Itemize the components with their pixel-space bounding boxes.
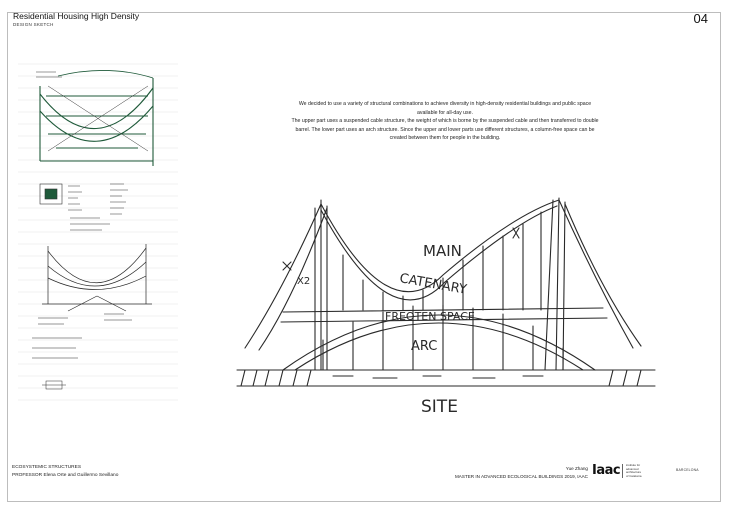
sketch-label-space: FREOTEN SPACE (385, 310, 475, 323)
sketch-label-site: SITE (421, 397, 458, 417)
page-number: 04 (693, 11, 708, 26)
logo-text-line-2: advanced (626, 466, 639, 471)
page-title: Residential Housing High Density (13, 11, 140, 21)
author-name: Yue Zhang (565, 466, 588, 471)
description-paragraph-2: The upper part uses a suspended cable structure, the weight of which is borne by the suspended cable and then transferred to double barrel. The lower part uses an arch structure. Since the upper and lower parts use different structures, a column-free space can be created between them for people in the building. (291, 118, 599, 142)
logo-text-line-3: architecture (626, 470, 642, 475)
sketch-label-catenary: CATENARY (398, 271, 468, 298)
page-subtitle: DESIGN SKETCH (13, 22, 54, 27)
design-description (290, 100, 600, 143)
iaac-logo: Iaac (592, 463, 621, 478)
logo-city: BARCELONA (676, 468, 699, 472)
main-sketch-drawing (223, 180, 673, 420)
logo-text-line-1: institute for (626, 463, 641, 467)
footer-author-info (420, 465, 588, 481)
sketch-label-x2: X2 (297, 276, 311, 287)
sketch-label-arc: ARC (411, 339, 438, 354)
professor-names: PROFESSOR Elena Orte and Guillermo Sevillano (12, 473, 119, 478)
logo-divider (622, 464, 623, 478)
notebook-sketches (18, 56, 178, 414)
logo-institute-text (626, 464, 641, 478)
footer-course-info (12, 464, 118, 480)
program-name: MASTER IN ADVANCED ECOLOGICAL BUILDINGS 2019, IAAC (454, 474, 588, 479)
main-design-sketch (223, 180, 673, 420)
course-name: ECOSYSTEMIC STRUCTURES (12, 465, 82, 470)
notebook-sketch-drawing (18, 56, 178, 414)
sketch-label-main: MAIN (423, 242, 462, 260)
logo-text-line-4: of Catalonia (626, 473, 642, 478)
description-paragraph-1: We decided to use a variety of structural combinations to achieve diversity in high-density residential buildings and public space available for all-day use. (298, 101, 592, 116)
